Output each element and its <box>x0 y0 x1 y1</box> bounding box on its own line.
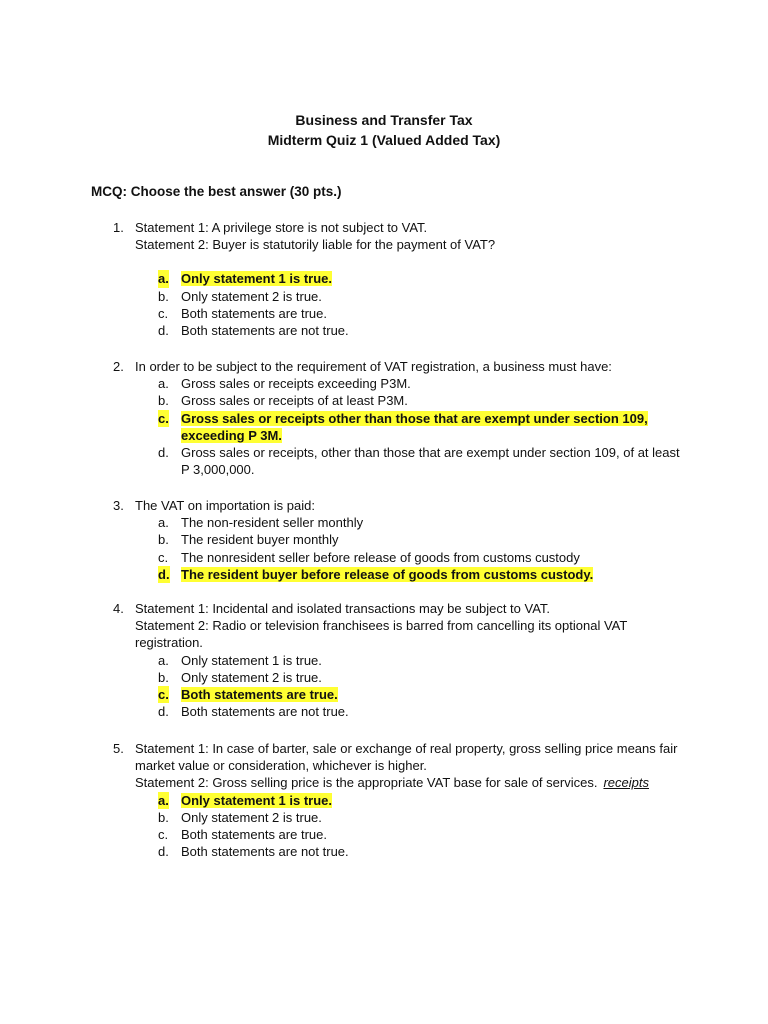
option-d <box>158 444 683 478</box>
document-title <box>0 110 768 150</box>
option-letter: d. <box>158 566 170 582</box>
option-text: Only statement 1 is true. <box>181 652 322 668</box>
option-c <box>158 410 683 444</box>
option-text: Both statements are true. <box>181 827 327 843</box>
option-a <box>158 514 683 531</box>
stem-line <box>135 774 683 791</box>
option-text: Both statements are true. <box>181 687 338 703</box>
option-text: Gross sales or receipts of at least P3M. <box>181 393 408 409</box>
title-line-2: Midterm Quiz 1 (Valued Added Tax) <box>267 132 501 148</box>
question-stem <box>135 358 683 375</box>
option-text: The resident buyer monthly <box>181 532 339 548</box>
option-letter: c. <box>158 827 169 843</box>
stem-line: Statement 2: Radio or television franchisees is barred from cancelling its optional VAT registration. <box>135 618 628 651</box>
option-a <box>158 792 683 809</box>
option-letter: c. <box>158 687 169 703</box>
stem-line: Statement 1: In case of barter, sale or exchange of real property, gross selling price means fair market value or consideration, whichever is higher. <box>135 741 678 774</box>
option-d <box>158 843 683 860</box>
option-b <box>158 669 683 686</box>
option-letter: d. <box>158 704 169 720</box>
option-letter: b. <box>158 393 169 409</box>
option-text: Both statements are true. <box>181 305 327 321</box>
question-4 <box>113 600 683 720</box>
question-stem <box>135 497 683 514</box>
option-b <box>158 392 683 409</box>
option-list <box>158 270 683 339</box>
option-letter: c. <box>158 305 169 321</box>
stem-line: The VAT on importation is paid: <box>135 498 315 513</box>
option-b <box>158 531 683 548</box>
option-letter: d. <box>158 323 169 339</box>
stem-line: Statement 1: Incidental and isolated transactions may be subject to VAT. <box>135 601 551 616</box>
option-a <box>158 270 683 287</box>
option-list <box>158 792 683 861</box>
question-number: 2. <box>113 359 124 374</box>
option-text: Only statement 2 is true. <box>181 288 322 304</box>
option-letter: a. <box>158 376 169 392</box>
margin-note: receipts <box>603 775 649 791</box>
option-text: Gross sales or receipts other than those that are exempt under section 109, exceeding P 3M. <box>181 410 648 443</box>
option-letter: d. <box>158 445 169 461</box>
question-2 <box>113 358 683 478</box>
option-text: Only statement 1 is true. <box>181 271 332 287</box>
option-list <box>158 375 683 478</box>
option-b <box>158 809 683 826</box>
option-text: Only statement 2 is true. <box>181 809 322 825</box>
option-text: Both statements are not true. <box>181 323 349 339</box>
option-a <box>158 652 683 669</box>
question-number: 4. <box>113 601 124 616</box>
option-text: The nonresident seller before release of goods from customs custody <box>181 549 580 565</box>
option-letter: c. <box>158 549 169 565</box>
option-letter: a. <box>158 515 169 531</box>
question-3 <box>113 497 683 583</box>
option-a <box>158 375 683 392</box>
option-list <box>158 514 683 583</box>
option-letter: d. <box>158 844 169 860</box>
option-c <box>158 686 683 703</box>
option-letter: b. <box>158 669 169 685</box>
option-d <box>158 566 683 583</box>
option-text: The resident buyer before release of goods from customs custody. <box>181 566 594 582</box>
option-b <box>158 288 683 305</box>
option-text: Only statement 2 is true. <box>181 669 322 685</box>
stem-line: Statement 1: A privilege store is not subject to VAT. <box>135 220 428 235</box>
option-text: The non-resident seller monthly <box>181 515 364 531</box>
option-d <box>158 703 683 720</box>
stem-line: Statement 2: Buyer is statutorily liable for the payment of VAT? <box>135 237 496 253</box>
question-5 <box>113 740 683 860</box>
option-letter: b. <box>158 288 169 304</box>
question-stem <box>135 600 683 652</box>
option-text: Gross sales or receipts exceeding P3M. <box>181 376 411 392</box>
option-text: Gross sales or receipts, other than those that are exempt under section 109, of at least P 3,000,000. <box>181 445 680 478</box>
question-number: 3. <box>113 498 124 513</box>
stem-line: In order to be subject to the requirement of VAT registration, a business must have: <box>135 359 612 374</box>
question-stem <box>135 219 683 253</box>
option-letter: b. <box>158 532 169 548</box>
option-letter: a. <box>158 652 169 668</box>
question-number: 5. <box>113 741 124 756</box>
option-text: Both statements are not true. <box>181 844 349 860</box>
option-c <box>158 549 683 566</box>
option-c <box>158 826 683 843</box>
option-text: Both statements are not true. <box>181 704 349 720</box>
question-number: 1. <box>113 220 124 235</box>
option-letter: b. <box>158 809 169 825</box>
option-letter: c. <box>158 410 169 426</box>
option-text: Only statement 1 is true. <box>181 792 332 808</box>
option-c <box>158 305 683 322</box>
title-line-1: Business and Transfer Tax <box>295 112 473 128</box>
option-letter: a. <box>158 271 169 287</box>
question-1 <box>113 219 683 339</box>
question-stem <box>135 740 683 792</box>
stem-line-text: Statement 2: Gross selling price is the appropriate VAT base for sale of services. <box>135 775 598 791</box>
option-d <box>158 322 683 339</box>
option-letter: a. <box>158 792 169 808</box>
instructions: MCQ: Choose the best answer (30 pts.) <box>91 184 342 199</box>
option-list <box>158 652 683 721</box>
